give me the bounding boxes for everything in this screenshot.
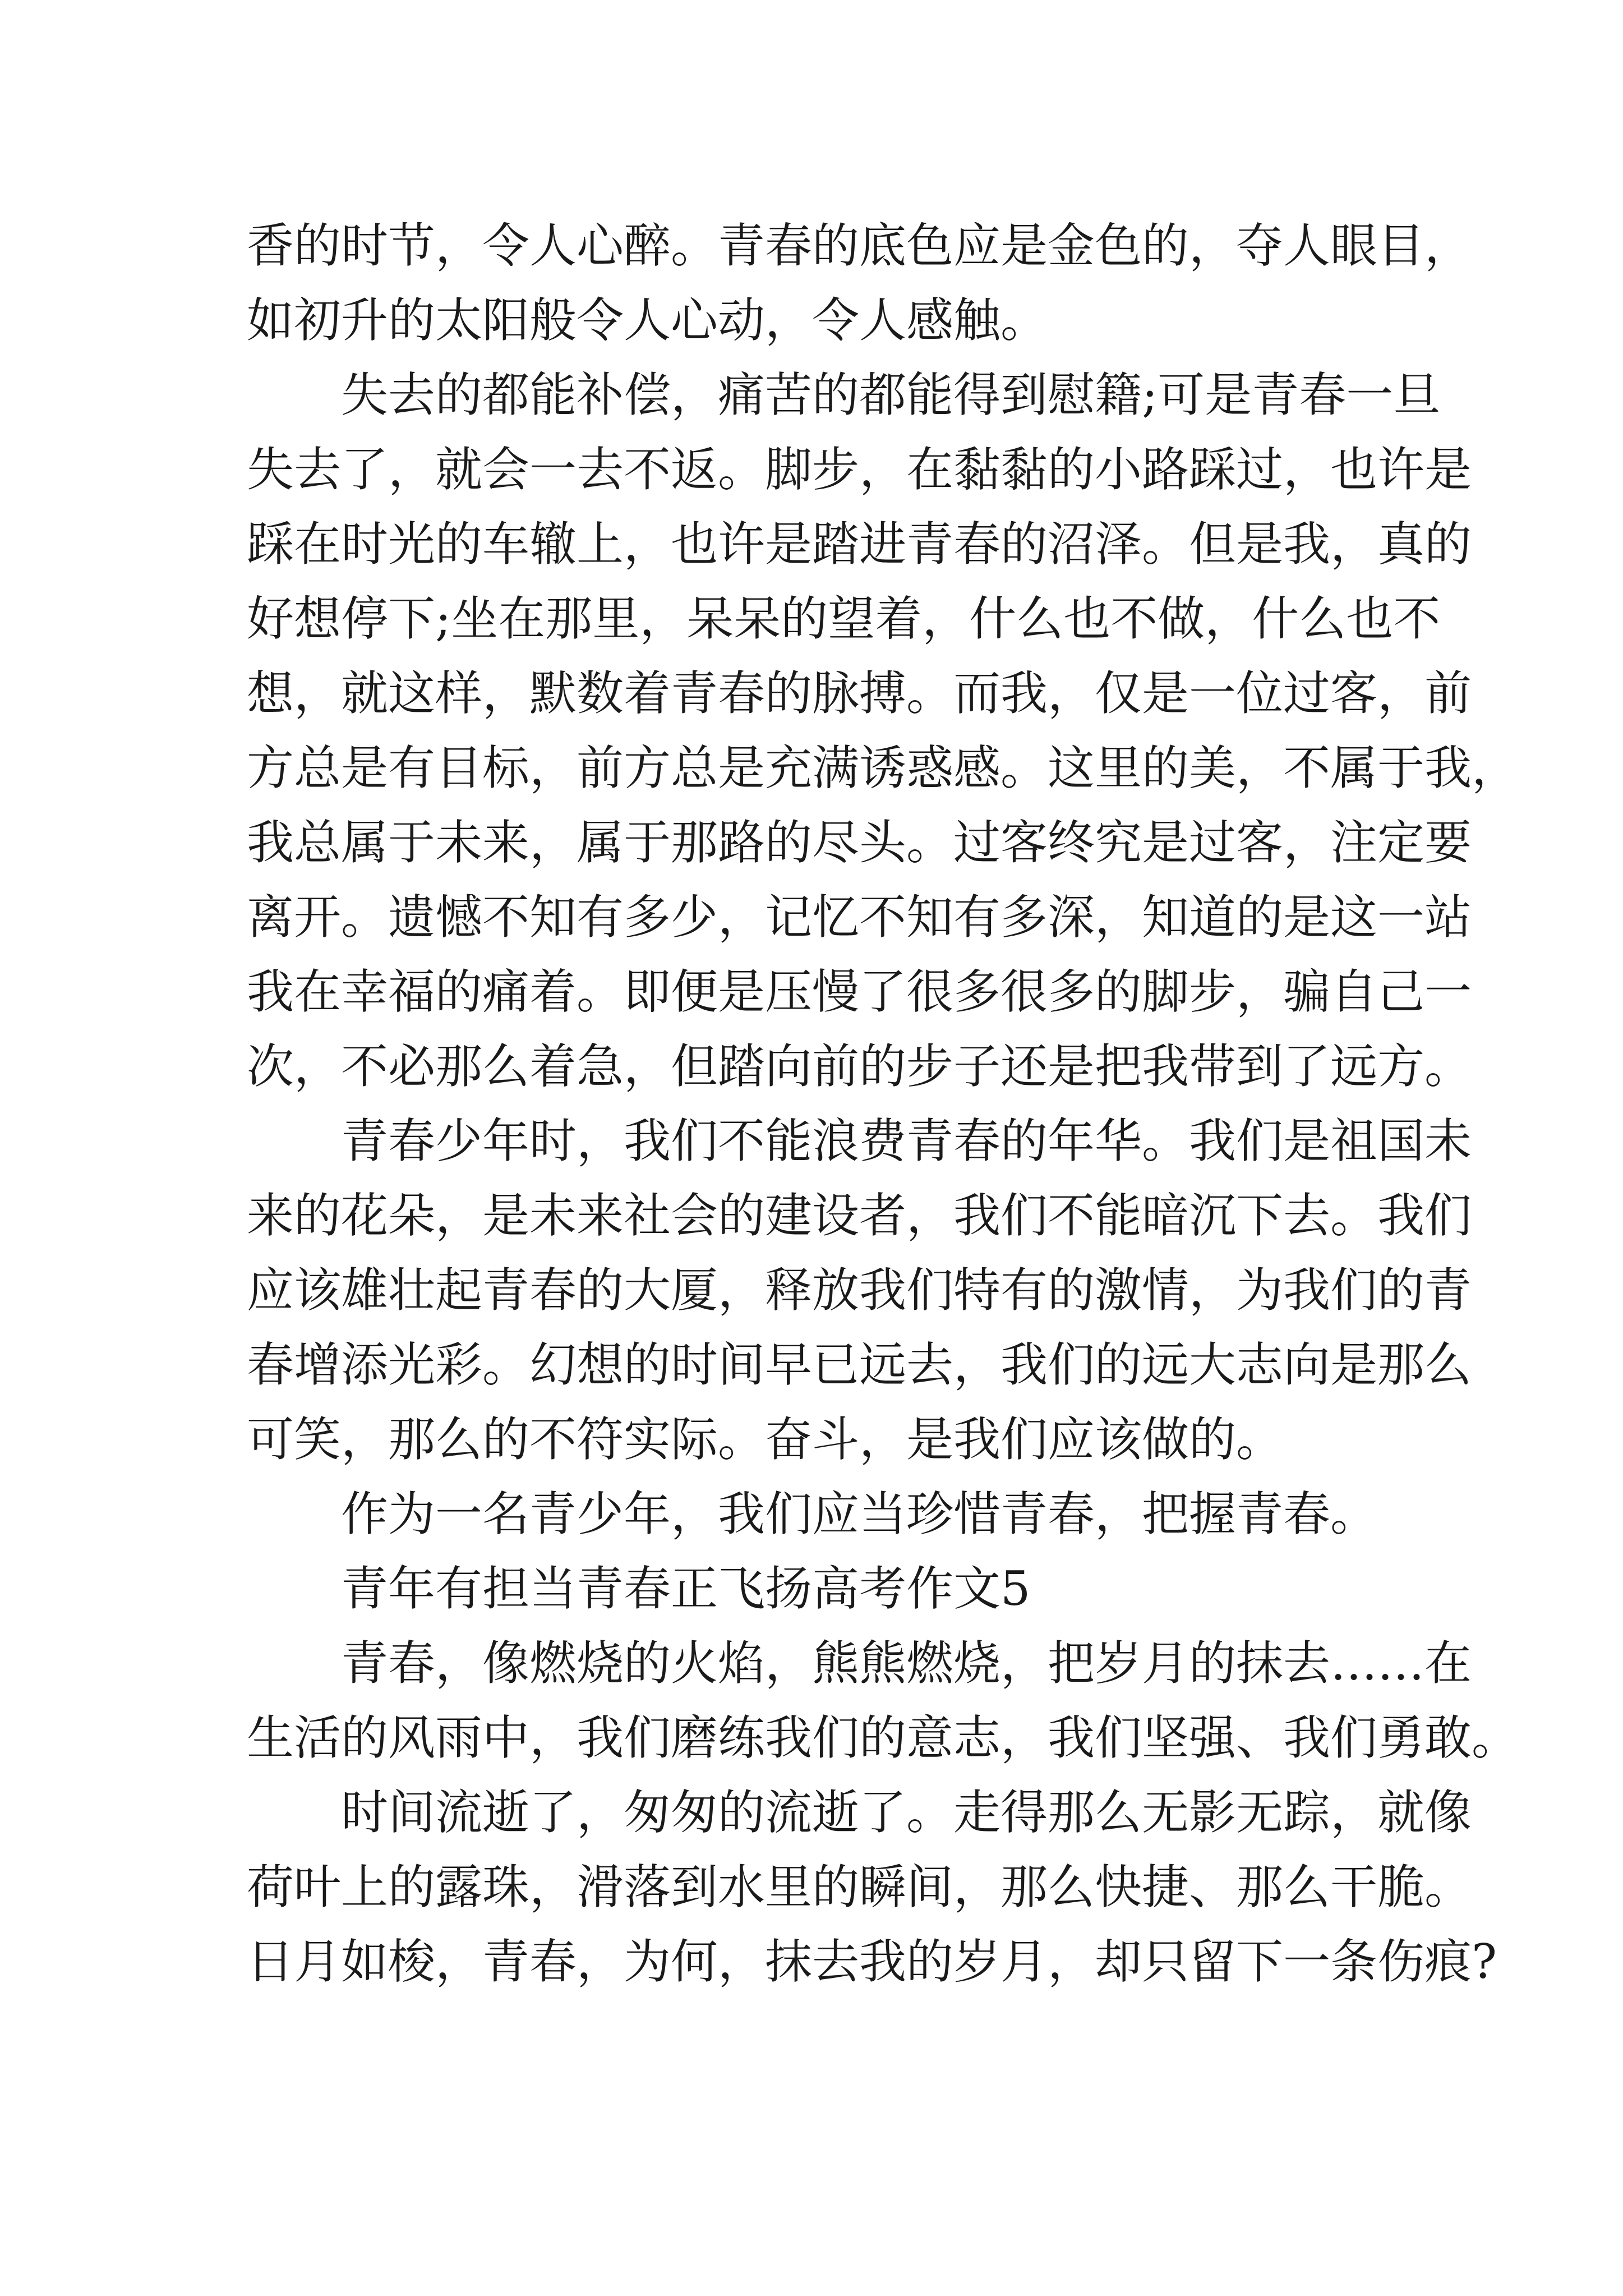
text-line: 应该雄壮起青春的大厦，释放我们特有的激情，为我们的青	[247, 1263, 1472, 1318]
text-line: 日月如梭，青春，为何，抹去我的岁月，却只留下一条伤痕?	[247, 1934, 1497, 1989]
text-line: 我在幸福的痛着。即便是压慢了很多很多的脚步，骗自己一	[247, 964, 1472, 1019]
text-line: 方总是有目标，前方总是充满诱惑感。这里的美，不属于我，	[247, 740, 1519, 795]
text-line: 荷叶上的露珠，滑落到水里的瞬间，那么快捷、那么干脆。	[247, 1860, 1472, 1915]
text-line: 生活的风雨中，我们磨练我们的意志，我们坚强、我们勇敢。	[247, 1710, 1519, 1765]
text-line: 次，不必那么着急，但踏向前的步子还是把我带到了远方。	[247, 1039, 1472, 1094]
paragraph-first-line: 青春，像燃烧的火焰，熊熊燃烧，把岁月的抹去……在	[341, 1636, 1472, 1691]
text-line: 如初升的太阳般令人心动，令人感触。	[247, 293, 1048, 348]
paragraph-first-line: 失去的都能补偿，痛苦的都能得到慰籍;可是青春一旦	[341, 367, 1441, 422]
document-body	[247, 209, 1519, 1999]
text-line: 香的时节，令人心醉。青春的底色应是金色的，夺人眼目，	[247, 218, 1472, 273]
text-line: 我总属于未来，属于那路的尽头。过客终究是过客，注定要	[247, 815, 1472, 870]
text-line: 想，就这样，默数着青春的脉搏。而我，仅是一位过客，前	[247, 666, 1472, 721]
text-line: 离开。遗憾不知有多少，记忆不知有多深，知道的是这一站	[247, 890, 1472, 945]
text-line: 踩在时光的车辙上，也许是踏进青春的沼泽。但是我，真的	[247, 517, 1472, 572]
paragraph-first-line: 青春少年时，我们不能浪费青春的年华。我们是祖国未	[341, 1114, 1472, 1168]
text-line: 来的花朵，是未来社会的建设者，我们不能暗沉下去。我们	[247, 1188, 1472, 1243]
paragraph-first-line: 时间流逝了，匆匆的流逝了。走得那么无影无踪，就像	[341, 1785, 1472, 1840]
text-line: 好想停下;坐在那里，呆呆的望着，什么也不做，什么也不	[247, 591, 1441, 646]
text-line: 春增添光彩。幻想的时间早已远去，我们的远大志向是那么	[247, 1337, 1472, 1392]
text-line: 可笑，那么的不符实际。奋斗，是我们应该做的。	[247, 1412, 1284, 1467]
section-heading: 青年有担当青春正飞扬高考作文5	[341, 1561, 1031, 1616]
paragraph-first-line: 作为一名青少年，我们应当珍惜青春，把握青春。	[341, 1487, 1378, 1542]
text-line: 失去了，就会一去不返。脚步，在黏黏的小路踩过，也许是	[247, 442, 1472, 497]
